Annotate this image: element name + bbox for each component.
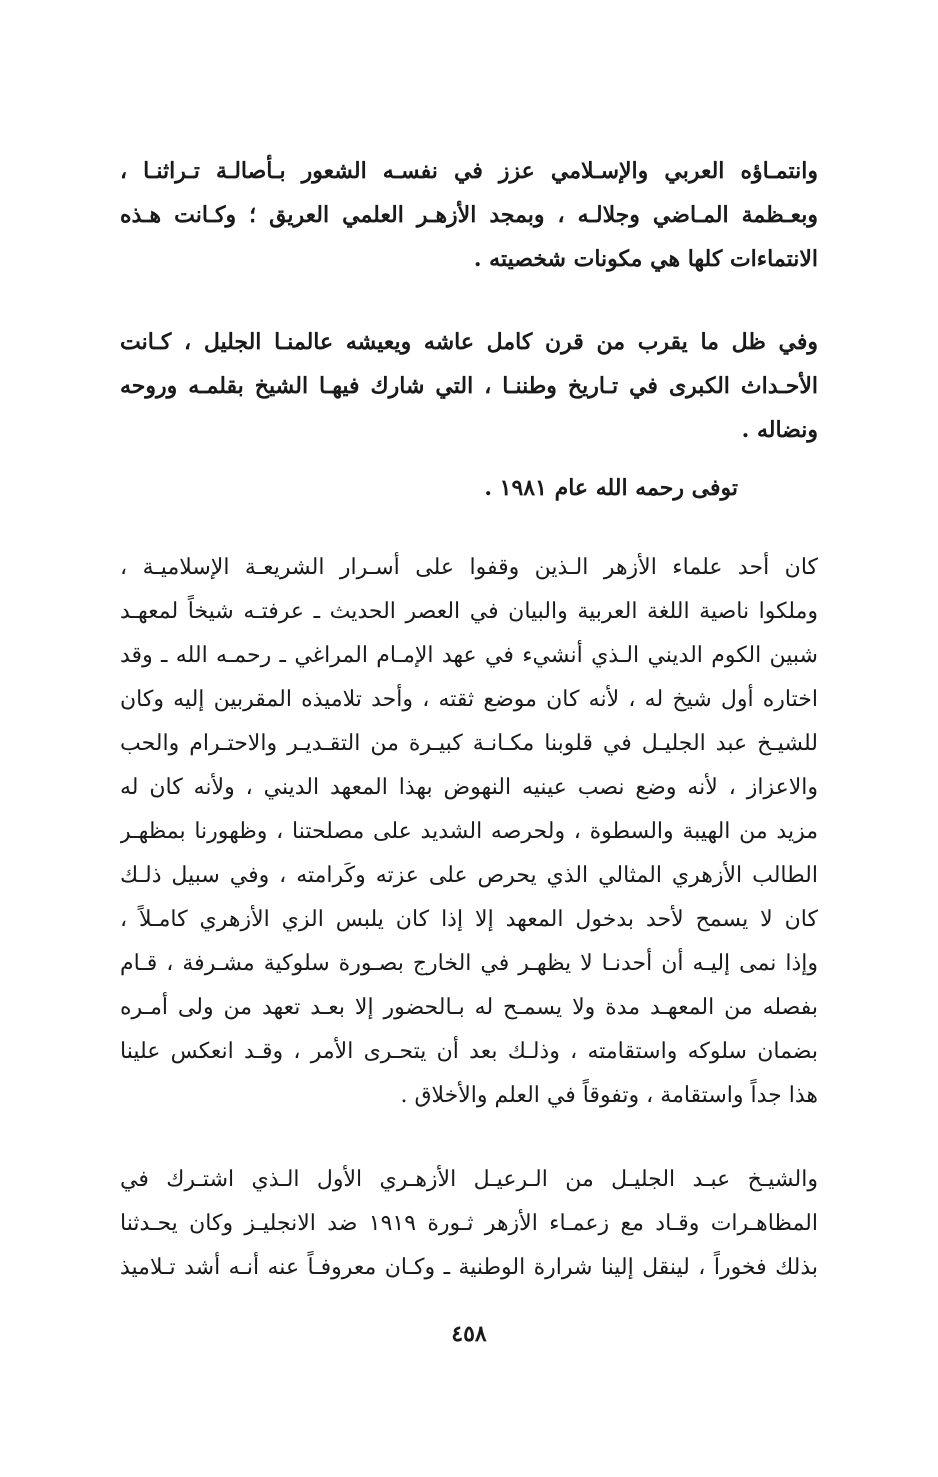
text-line: بذلك فخوراً ، لينقل إلينا شرارة الوطنية ـ وكـان معروفـاً عنه أنـه أشد تـلاميذ [120, 1255, 818, 1280]
text-line: وإذا نمى إليـه أن أحدنـا لا يظهـر في الخارج بصـورة سلوكية مشـرفة ، قـام [120, 951, 818, 976]
text-line: المظاهـرات وقـاد مع زعمـاء الأزهر ثـورة ١٩١٩ ضد الانجليـز وكان يحـدثنا [120, 1211, 818, 1236]
text-line: مزيد من الهيبة والسطوة ، ولحرصه الشديد على مصلحتنا ، وظهورنا بمظهـر [120, 819, 818, 844]
text-line: بضمان سلوكه واستقامته ، وذلـك بعد أن يتحـرى الأمر ، وقـد انعكس علينا [120, 1039, 818, 1064]
text-line: الانتماءات كلها هي مكونات شخصيته . [473, 246, 818, 272]
text-line: وملكوا ناصية اللغة العربية والبيان في العصر الحديث ـ عرفتـه شيخاً لمعهـد [120, 599, 818, 624]
text-line: للشيـخ عبد الجليـل في قلوبنا مكـانـة كبيـرة من التقـديـر والاحتـرام والحب [120, 731, 818, 756]
text-line: توفى رحمه الله عام ١٩٨١ . [484, 475, 738, 501]
text-line: الطالب الأزهري المثالي الذي يحرص على عزته وكَرامته ، وفي سبيل ذلـك [120, 863, 818, 888]
text-line: كان لا يسمح لأحد بدخول المعهد إلا إذا كان يلبس الزي الأزهري كامـلاً ، [120, 907, 818, 932]
text-line: كان أحد علماء الأزهر الـذين وقفوا على أسـرار الشريعـة الإسلاميـة ، [120, 555, 818, 580]
text-line: ونضاله . [741, 417, 818, 443]
text-line: بفصله من المعهـد مدة ولا يسمـح له بـالحضور إلا بعـد تعهد من ولى أمـره [120, 995, 818, 1020]
text-line: هذا جداً واستقامة ، وتفوقاً في العلم والأخلاق . [400, 1083, 818, 1108]
text-line: والشيـخ عبـد الجليـل من الـرعيـل الأزهـري الأول الـذي اشتـرك في [120, 1167, 818, 1192]
text-line: اختاره أول شيخ له ، لأنه كان موضع ثقته ، وأحد تلاميذه المقربين إليه وكان [120, 687, 818, 712]
text-line: وفي ظل ما يقرب من قرن كامل عاشه ويعيشه عالمنـا الجليل ، كـانت [120, 329, 818, 355]
text-line: وانتمـاؤه العربي والإسـلامي عزز في نفسـه الشعور بـأصالـة تـراثنـا ، [120, 158, 818, 184]
text-line: الأحـداث الكبرى في تـاريخ وطننـا ، التي شارك فيهـا الشيخ بقلمـه وروحه [120, 373, 818, 399]
text-line: شبين الكوم الديني الـذي أنشيء في عهد الإمـام المراغي ـ رحمـه الله ـ وقد [120, 643, 818, 668]
text-line: والاعزاز ، لأنه وضع نصب عينيه النهوض بهذا المعهد الديني ، ولأنه كان له [120, 775, 818, 800]
text-line: وبعـظمة المـاضي وجلالـه ، وبمجد الأزهـر العلمي العريق ؛ وكـانت هـذه [120, 202, 818, 228]
page-number: ٤٥٨ [451, 1321, 487, 1347]
